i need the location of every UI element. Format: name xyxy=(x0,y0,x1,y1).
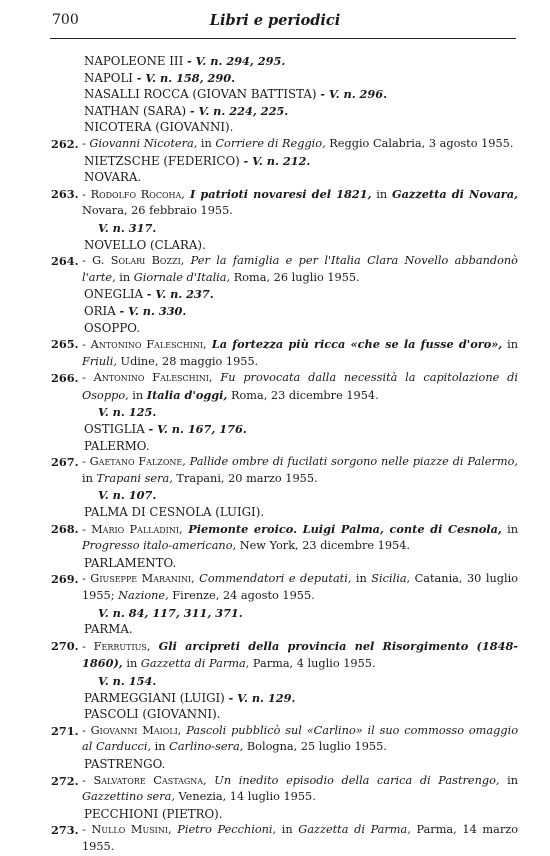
heading-palermo: PALERMO. xyxy=(84,438,150,453)
ref-266: V. n. 125. xyxy=(98,405,157,420)
heading-osoppo: OSOPPO. xyxy=(84,320,141,335)
heading-parma: PARMA. xyxy=(84,622,133,637)
heading-nicotera: NICOTERA (GIOVANNI). xyxy=(84,120,234,135)
entry-266: 266. - Antonino Faleschini, Fu provocata dalla necessità la capitolazione di Osoppo, in Italia d'oggi, Roma, 23 dicembre 1954. xyxy=(51,371,518,402)
ref-263: V. n. 317. xyxy=(98,220,157,235)
entry-263: 263. - Rodolfo Rocoha, I patrioti novaresi del 1821, in Gazzetta di Novara, Novara, 26 febbraio 1955. xyxy=(51,186,519,218)
heading-nietzsche: NIETZSCHE (FEDERICO) - V. n. 212. xyxy=(84,153,311,168)
heading-nathan: NATHAN (SARA) - V. n. 224, 225. xyxy=(84,103,289,118)
entry-262: 262. - Giovanni Nicotera, in Corriere di Reggio, Reggio Calabria, 3 agosto 1955. xyxy=(51,136,514,151)
index-entries xyxy=(50,53,518,856)
heading-pecchioni: PECCHIONI (PIETRO). xyxy=(84,806,223,821)
heading-nasalli: NASALLI ROCCA (GIOVAN BATTISTA) - V. n. 296. xyxy=(84,87,388,102)
running-title: Libri e periodici xyxy=(209,12,341,29)
entry-268: 268. - Mario Palladini, Piemonte eroico. Luigi Palma, conte di Cesnola, in Progresso italo-americano, New York, 23 dicembre 1954. xyxy=(51,521,518,553)
heading-oria: ORIA - V. n. 330. xyxy=(84,303,187,318)
header-rule xyxy=(50,38,516,39)
heading-parmeggiani: PARMEGGIANI (LUIGI) - V. n. 129. xyxy=(84,690,296,705)
entry-269: 269. - Giuseppe Maranini, Commendatori e deputati, in Sicilia, Catania, 30 luglio 1955; Nazione, Firenze, 24 agosto 1955. xyxy=(51,572,518,602)
ref-270: V. n. 154. xyxy=(98,673,157,688)
heading-napoleone: NAPOLEONE III - V. n. 294, 295. xyxy=(84,54,286,68)
entry-273: 273. - Nullo Musini, Pietro Pecchioni, in Gazzetta di Parma, Parma, 14 marzo 1955. xyxy=(51,823,518,853)
ref-267: V. n. 107. xyxy=(98,488,157,503)
heading-pascoli: PASCOLI (GIOVANNI). xyxy=(84,707,221,722)
entry-270: 270. - Ferrutius, Gli arcipreti della provincia nel Risorgimento (1848-1860), in Gazzetta di Parma, Parma, 4 luglio 1955. xyxy=(51,638,518,671)
heading-ostiglia: OSTIGLIA - V. n. 167, 176. xyxy=(84,422,247,437)
entry-267: 267. - Gaetano Falzone, Pallide ombre di fucilati sorgono nelle piazze di Palermo, in Trapani sera, Trapani, 20 marzo 1955. xyxy=(51,455,518,485)
page-header xyxy=(0,12,550,34)
heading-palma: PALMA DI CESNOLA (LUIGI). xyxy=(84,505,265,520)
heading-parlamento: PARLAMENTO. xyxy=(84,555,177,570)
entry-265: 265. - Antonino Faleschini, La fortezza più ricca «che se la fusse d'oro», in Friuli, Udine, 28 maggio 1955. xyxy=(51,337,519,368)
entry-272: 272. - Salvatore Castagna, Un inedito episodio della carica di Pastrengo, in Gazzettino sera, Venezia, 14 luglio 1955. xyxy=(51,773,518,804)
heading-oneglia: ONEGLIA - V. n. 237. xyxy=(84,287,214,302)
heading-napoli: NAPOLI - V. n. 158, 290. xyxy=(84,70,236,85)
ref-269: V. n. 84, 117, 311, 371. xyxy=(98,605,243,620)
entry-264: 264. - G. Solari Bozzi, Per la famiglia e per l'Italia Clara Novello abbandonò l'arte, in Giornale d'Italia, Roma, 26 luglio 1955. xyxy=(51,254,518,284)
heading-pastrengo: PASTRENGO. xyxy=(84,756,166,771)
page-number: 700 xyxy=(52,12,79,28)
heading-novara: NOVARA. xyxy=(84,170,142,185)
heading-novello: NOVELLO (CLARA). xyxy=(84,237,206,252)
entry-271: 271. - Giovanni Maioli, Pascoli pubblicò sul «Carlino» il suo commosso omaggio al Carducci, in Carlino-sera, Bologna, 25 luglio 1955. xyxy=(51,723,518,754)
